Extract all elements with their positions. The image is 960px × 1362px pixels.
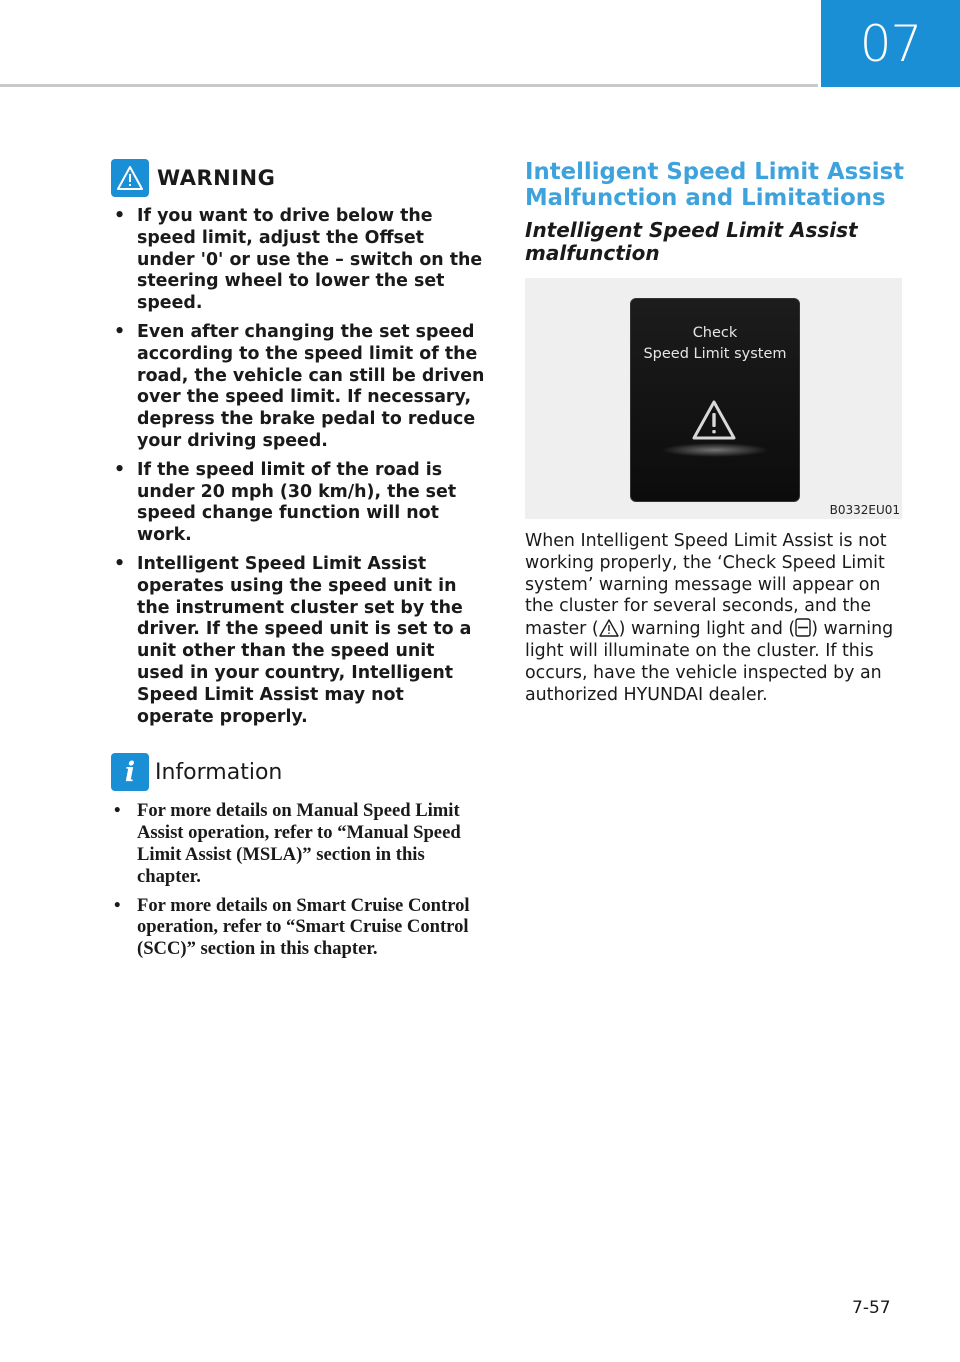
cluster-message-line1: Check <box>692 325 738 341</box>
left-column <box>111 158 485 967</box>
warning-icon <box>111 159 149 197</box>
figure-code: B0332EU01 <box>829 503 900 517</box>
right-column <box>525 160 905 706</box>
list-item: • For more details on Manual Speed Limit Assist operation, refer to “Manual Speed Limit Assist (MSLA)” section in this chapter. <box>111 800 485 887</box>
system-warning-icon <box>795 618 811 637</box>
list-item: • Even after changing the set speed according to the speed limit of the road, the vehicle can still be driven over the speed limit. If necessary, depress the brake pedal to reduce your driving speed. <box>111 322 485 453</box>
cluster-message-line2: Speed Limit system <box>643 346 787 362</box>
warning-list <box>111 206 485 728</box>
header-rule <box>0 84 818 87</box>
info-icon: i <box>111 753 149 791</box>
list-item: • Intelligent Speed Limit Assist operates using the speed unit in the instrument cluster set by the driver. If the speed unit is set to a unit other than the speed unit used in your country, Intelligent Speed Limit Assist may not operate properly. <box>111 554 485 728</box>
information-header <box>111 752 485 792</box>
warning-title: WARNING <box>157 166 276 190</box>
cluster-screen <box>630 298 800 502</box>
list-item: • If you want to drive below the speed limit, adjust the Offset under '0' or use the – switch on the steering wheel to lower the set speed. <box>111 206 485 315</box>
warning-header <box>111 158 485 198</box>
warning-triangle-icon <box>691 399 737 441</box>
section-title: Intelligent Speed Limit Assist Malfunction and Limitations <box>525 159 905 211</box>
body-paragraph <box>525 531 905 706</box>
cluster-figure <box>525 278 902 519</box>
screen-glow <box>661 443 769 457</box>
body-text-part2: ) warning light and ( <box>618 619 796 640</box>
list-item: • For more details on Smart Cruise Control operation, refer to “Smart Cruise Control (SCC)” section in this chapter. <box>111 895 485 960</box>
section-subtitle: Intelligent Speed Limit Assist malfunction <box>525 218 858 265</box>
chapter-tab: 07 <box>821 0 960 87</box>
master-warning-icon <box>599 619 619 637</box>
information-title: Information <box>155 759 283 785</box>
body-text-part1: When Intelligent Speed Limit Assist is not working properly, the ‘Check Speed Limit system’ warning message will appear on the cluster for several seconds, and the master ( <box>525 531 887 640</box>
page-number: 7-57 <box>852 1298 891 1318</box>
body-text-part3: ) warning light will illuminate on the cluster. If this occurs, have the vehicle inspected by an authorized HYUNDAI dealer. <box>525 619 894 705</box>
list-item: • If the speed limit of the road is under 20 mph (30 km/h), the set speed change function will not work. <box>111 460 485 547</box>
information-list <box>111 800 485 960</box>
